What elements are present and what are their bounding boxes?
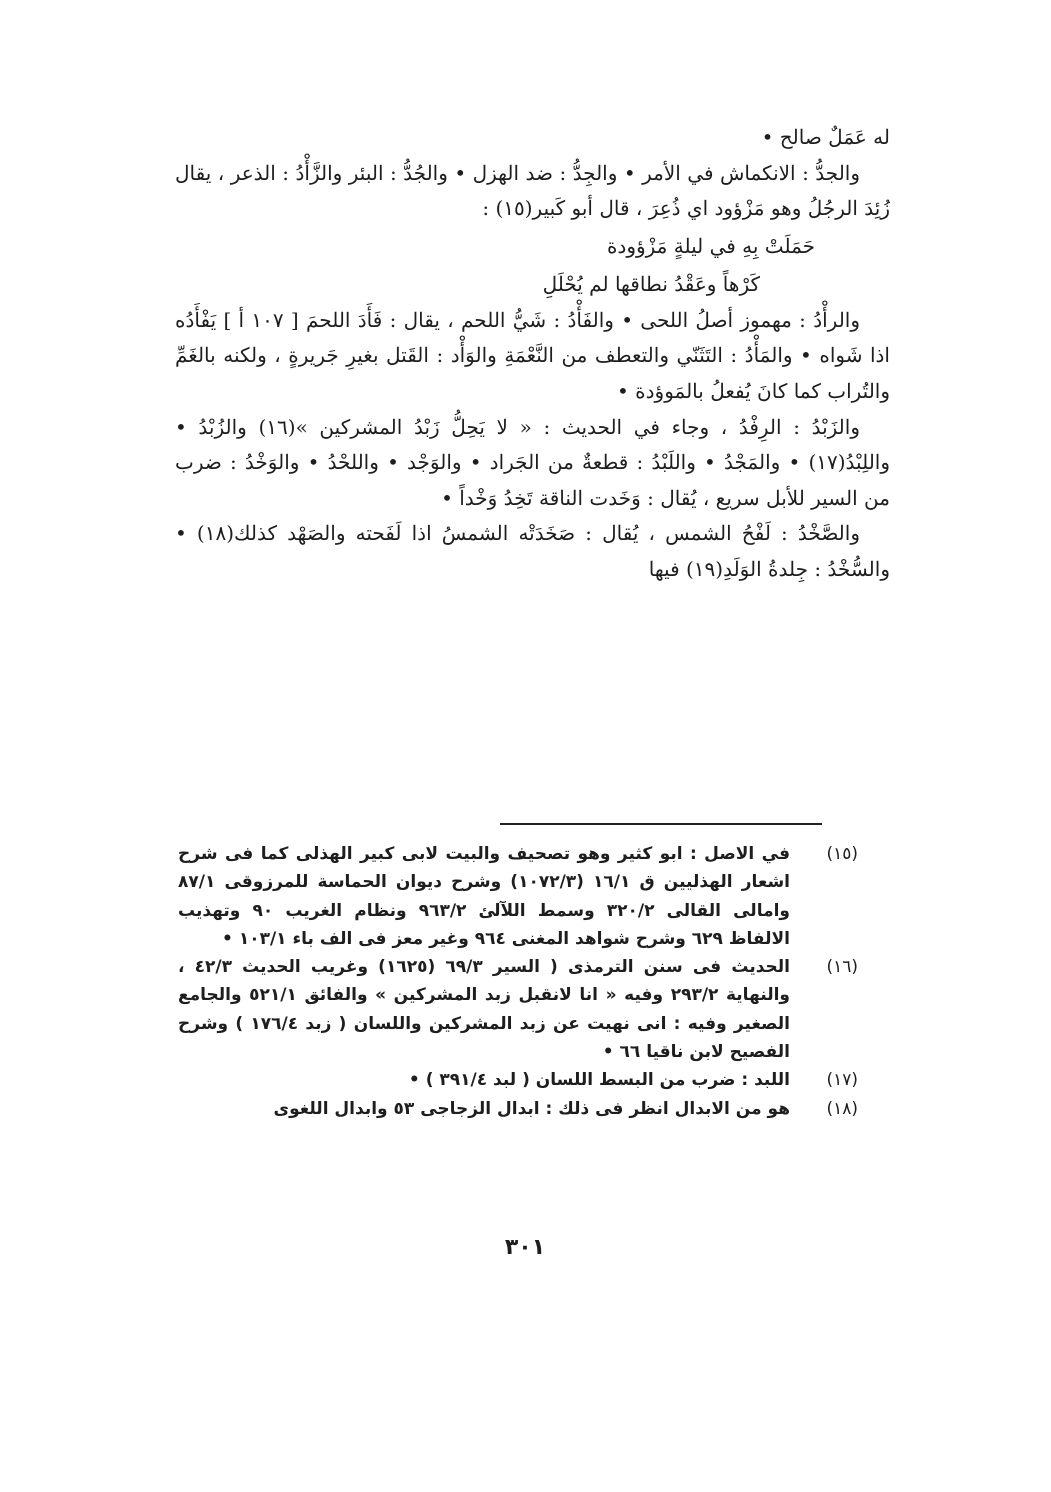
main-text [175, 120, 890, 588]
footnote-number: (١٥) [826, 844, 858, 864]
footnote [178, 953, 858, 1066]
footnote-text: هو من الابدال انظر فى ذلك : ابدال الزجاجى ٥٣ وابدال اللغوى [273, 1098, 790, 1119]
footnote-number: (١٧) [826, 1070, 858, 1091]
footnote-text: اللبد : ضرب من البسط اللسان ( لبد ٣٩١/٤ ) • [408, 1070, 790, 1091]
footnote-text: في الاصل : ابو كثير وهو تصحيف والبيت لابى كبير الهذلى كما فى شرح اشعار الهذليين ق ١٦/١ (١٠٧٢/٣) وشرح ديوان الحماسة للمرزوقى ٨٧/١ وامالى القالى ٣٢٠/٢ وسمط اللآلئ ٩٦٣/٢ ونظام الغريب ٩٠ وتهذيب الالفاظ ٦٢٩ وشرح شواهد المغنى ٩٦٤ وغير معز فى الف باء ١٠٣/١ • [178, 844, 791, 949]
paragraph-jadd: والجدُّ : الانكماش في الأمر • والجِدُّ : ضد الهزل • والجُدُّ : البئر والزَّأْدُ : الذعر ، يقال زُئِدَ الرجُلُ وهو مَزْؤود اي ذُعِرَ ، قال أبو كَبير(١٥) : [175, 160, 890, 221]
footnote [178, 1066, 858, 1094]
footnote-text: الحديث فى سنن الترمذى ( السير ٦٩/٣ (١٦٢٥) وغريب الحديث ٤٢/٣ ، والنهاية ٢٩٣/٢ وفيه « انا لانقبل زبد المشركين » والفائق ٥٢١/١ والجامع الصغير وفيه : انى نهيت عن زبد المشركين واللسان ( زبد ١٧٦/٤ ) وشرح الفصيح لابن ناقيا ٦٦ • [178, 957, 791, 1063]
poem-verse [175, 227, 890, 303]
paragraph-zabd: والزَبْدُ : الرِفْدُ ، وجاء في الحديث : « لا يَحِلُّ زَبْدُ المشركين »(١٦) والزُبْدُ • واللِبْدُ(١٧) • والمَجْدُ • واللَبْدُ : قطعةٌ من الجَراد • والوَجْد • واللحْدُ • والوَخْدُ : ضرب من السير للأبل سريع ، يُقال : وَخَدت الناقة تَخِدُ وَخْداً • [175, 414, 890, 510]
footnote [178, 840, 858, 953]
paragraph-sakhd: والصَّخْدُ : لَفْحُ الشمس ، يُقال : صَخَدَتْه الشمسُ اذا لَفَحته والصَهْد كذلك(١٨) • والسُّخْدُ : جِلدةُ الوَلَدِ(١٩) فيها [175, 521, 890, 581]
footnote-divider [500, 823, 822, 825]
footnotes [178, 840, 858, 1123]
verse-hemistich-2: كَرْهاً وعَقْدُ نطاقها لم يُحْلَلِ [542, 271, 760, 296]
verse-hemistich-1: حَمَلَتْ بِهِ في ليلةٍ مَزْؤودة [606, 233, 815, 258]
page-number: ٣٠١ [504, 1235, 546, 1260]
paragraph-rad: والرأْدُ : مهموز أصلُ اللحى • والفَأْدُ : شَيُّ اللحم ، يقال : فَأَدَ اللحمَ [ ١٠٧ أ ] يَفْأَدُه اذا شَواه • والمَأْدُ : التَثَنّي والتعطف من النَّعْمَةِ والوَأْد : القَتل بغيرِ جَريرةٍ ، ولكنه بالغَمِّ والتُراب كما كانَ يُفعلُ بالمَوؤدة • [175, 307, 890, 403]
text-line-1: له عَمَلٌ صالح • [761, 125, 890, 149]
footnote-number: (١٨) [826, 1098, 858, 1119]
footnote-number: (١٦) [826, 957, 858, 978]
footnote [178, 1095, 858, 1123]
